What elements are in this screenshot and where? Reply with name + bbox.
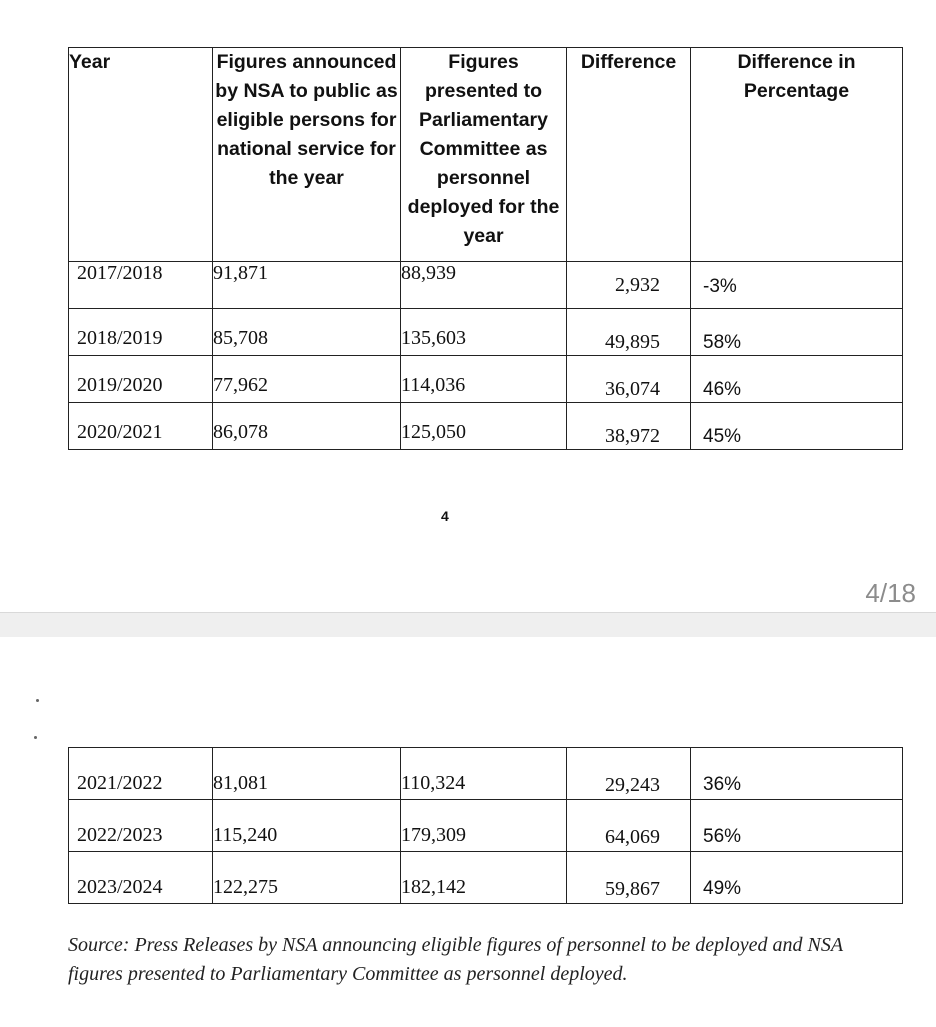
cell-presented: 114,036 [401, 356, 567, 403]
cell-percentage: 49% [691, 852, 903, 904]
cell-percentage: 36% [691, 748, 903, 800]
cell-percentage: 56% [691, 800, 903, 852]
header-difference-percentage: Difference in Percentage [691, 48, 903, 262]
cell-year: 2017/2018 [69, 262, 213, 309]
table-row [69, 852, 903, 904]
cell-year: 2018/2019 [69, 309, 213, 356]
header-year: Year [69, 48, 213, 262]
cell-percentage: 46% [691, 356, 903, 403]
nsa-figures-table [68, 47, 903, 450]
cell-difference: 2,932 [567, 262, 691, 309]
cell-announced: 86,078 [213, 403, 401, 450]
nsa-figures-table-continued [68, 747, 903, 904]
header-presented: Figures presented to Parliamentary Committee as personnel deployed for the year [401, 48, 567, 262]
page-separator [0, 612, 936, 638]
cell-percentage: -3% [691, 262, 903, 309]
header-announced: Figures announced by NSA to public as eligible persons for national service for the year [213, 48, 401, 262]
cell-difference: 38,972 [567, 403, 691, 450]
table-row [69, 262, 903, 309]
cell-presented: 135,603 [401, 309, 567, 356]
table-header-row [69, 48, 903, 262]
table-row [69, 356, 903, 403]
scan-speck [34, 736, 37, 739]
cell-year: 2023/2024 [69, 852, 213, 904]
header-difference: Difference [567, 48, 691, 262]
source-note: Source: Press Releases by NSA announcing eligible figures of personnel to be deployed and NSA figures presented to Parliamentary Committee as personnel deployed. [68, 934, 843, 985]
cell-year: 2021/2022 [69, 748, 213, 800]
cell-presented: 88,939 [401, 262, 567, 309]
cell-presented: 179,309 [401, 800, 567, 852]
table-row [69, 748, 903, 800]
cell-year: 2022/2023 [69, 800, 213, 852]
cell-difference: 64,069 [567, 800, 691, 852]
cell-difference: 59,867 [567, 852, 691, 904]
cell-announced: 77,962 [213, 356, 401, 403]
page-counter: 4/18 [865, 578, 916, 608]
cell-percentage: 58% [691, 309, 903, 356]
table-row [69, 800, 903, 852]
cell-announced: 85,708 [213, 309, 401, 356]
cell-difference: 49,895 [567, 309, 691, 356]
table-row [69, 309, 903, 356]
cell-announced: 115,240 [213, 800, 401, 852]
table-row [69, 403, 903, 450]
page-number: 4 [441, 508, 449, 524]
cell-year: 2020/2021 [69, 403, 213, 450]
cell-presented: 125,050 [401, 403, 567, 450]
cell-announced: 81,081 [213, 748, 401, 800]
scan-speck [36, 699, 39, 702]
cell-year: 2019/2020 [69, 356, 213, 403]
cell-announced: 91,871 [213, 262, 401, 309]
cell-presented: 110,324 [401, 748, 567, 800]
cell-difference: 36,074 [567, 356, 691, 403]
cell-percentage: 45% [691, 403, 903, 450]
cell-difference: 29,243 [567, 748, 691, 800]
cell-presented: 182,142 [401, 852, 567, 904]
cell-announced: 122,275 [213, 852, 401, 904]
